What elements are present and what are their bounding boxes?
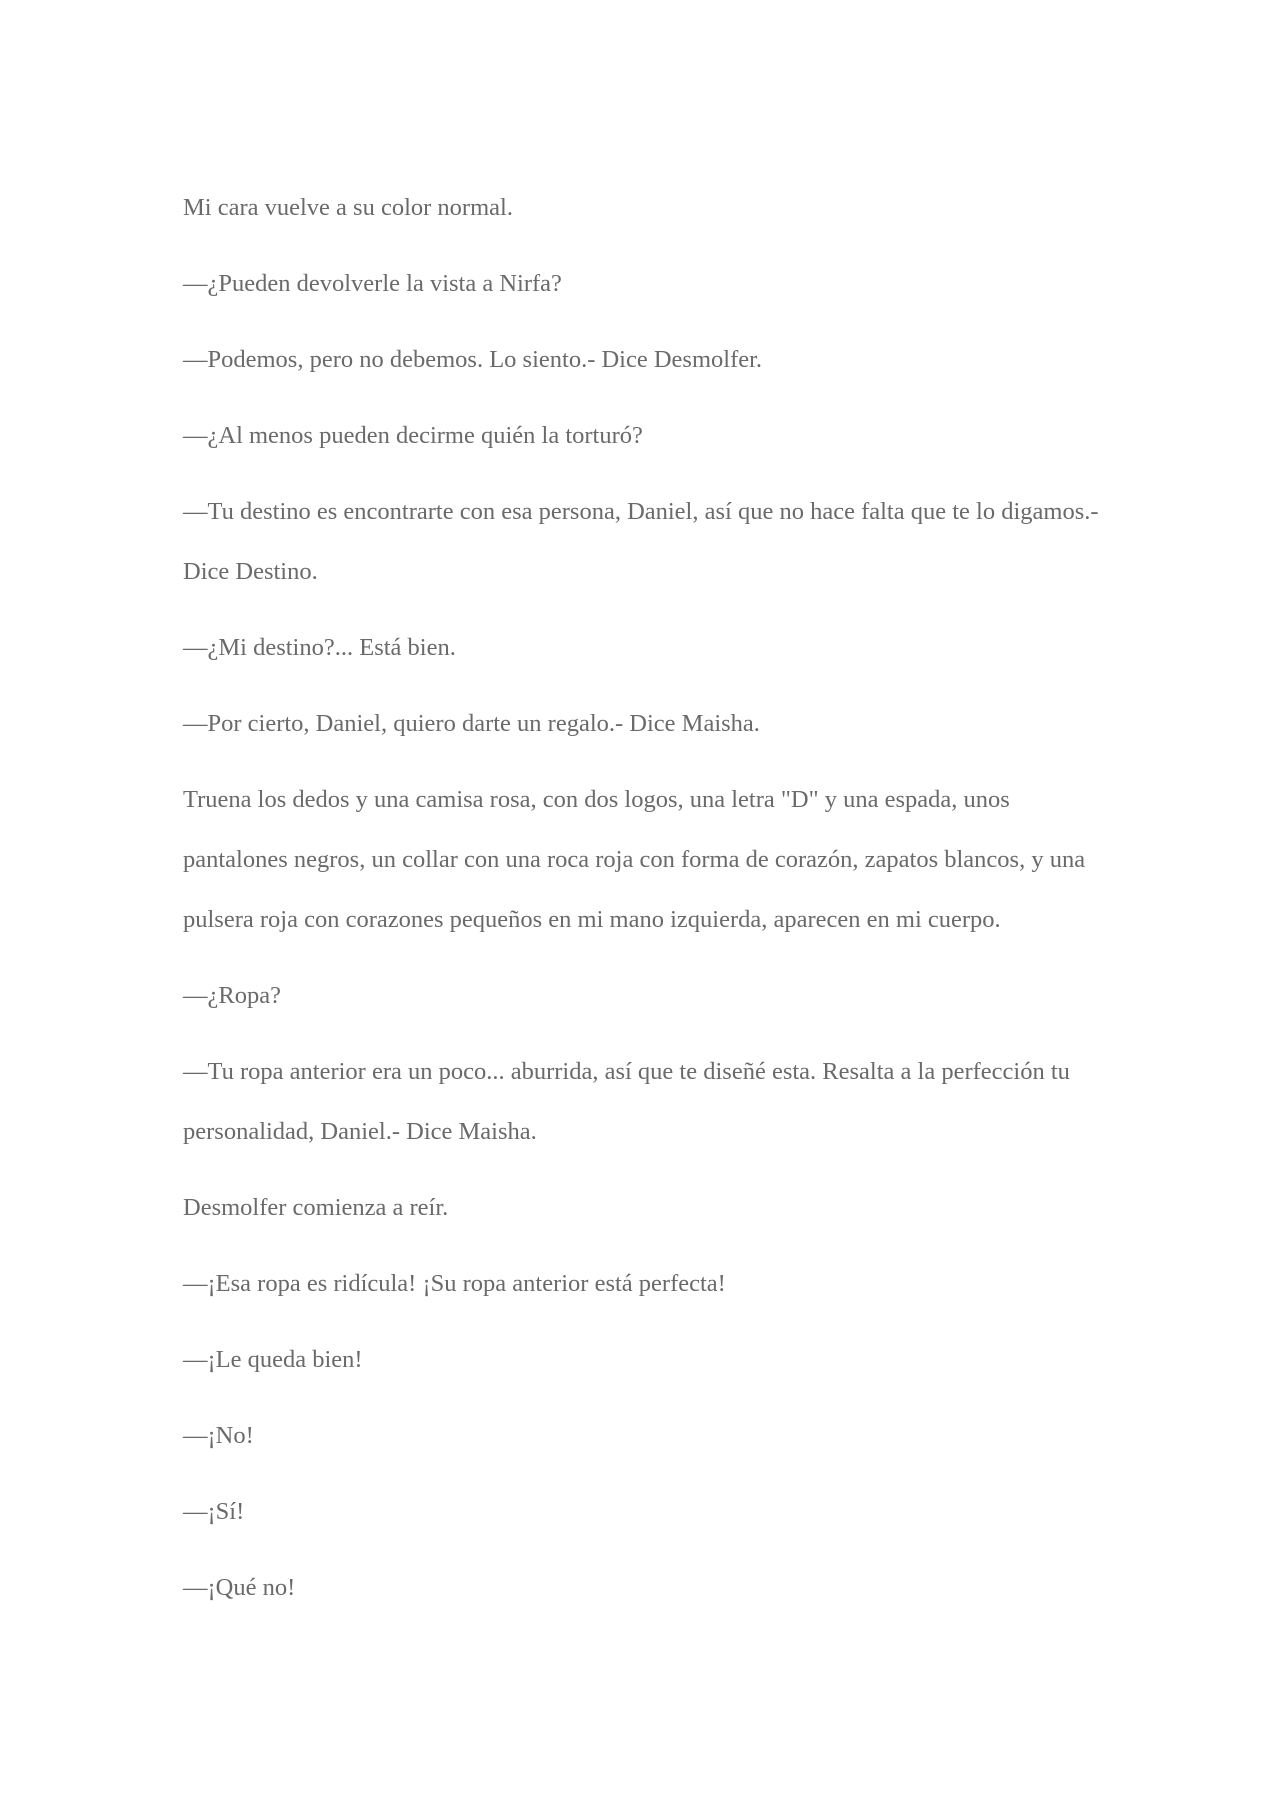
paragraph: Desmolfer comienza a reír. xyxy=(183,1194,449,1221)
paragraph: —¿Al menos pueden decirme quién la torturó? xyxy=(183,422,643,449)
paragraph: —¡Esa ropa es ridícula! ¡Su ropa anterior está perfecta! xyxy=(183,1270,726,1297)
paragraph: —Tu ropa anterior era un poco... aburrida, así que te diseñé esta. Resalta a la perfección tu personalidad, Daniel.- Dice Maisha. xyxy=(183,1058,1070,1145)
paragraph: —¿Ropa? xyxy=(183,982,281,1009)
paragraph: —¿Pueden devolverle la vista a Nirfa? xyxy=(183,270,562,297)
paragraph: —Por cierto, Daniel, quiero darte un regalo.- Dice Maisha. xyxy=(183,710,760,737)
paragraph: —¡Sí! xyxy=(183,1498,245,1525)
paragraph: —¿Mi destino?... Está bien. xyxy=(183,634,456,661)
paragraph: —Podemos, pero no debemos. Lo siento.- Dice Desmolfer. xyxy=(183,346,763,373)
paragraph: Truena los dedos y una camisa rosa, con dos logos, una letra "D" y una espada, unos pantalones negros, un collar con una roca roja con forma de corazón, zapatos blancos, y una pulsera roja con corazones pequeños en mi mano izquierda, aparecen en mi cuerpo. xyxy=(183,786,1086,933)
paragraph: —¡Qué no! xyxy=(183,1574,296,1601)
paragraph: Mi cara vuelve a su color normal. xyxy=(183,194,513,221)
document-page xyxy=(183,178,1103,1634)
paragraph: —¡Le queda bien! xyxy=(183,1346,363,1373)
paragraph: —Tu destino es encontrarte con esa persona, Daniel, así que no hace falta que te lo digamos.- Dice Destino. xyxy=(183,498,1099,585)
paragraph: —¡No! xyxy=(183,1422,254,1449)
